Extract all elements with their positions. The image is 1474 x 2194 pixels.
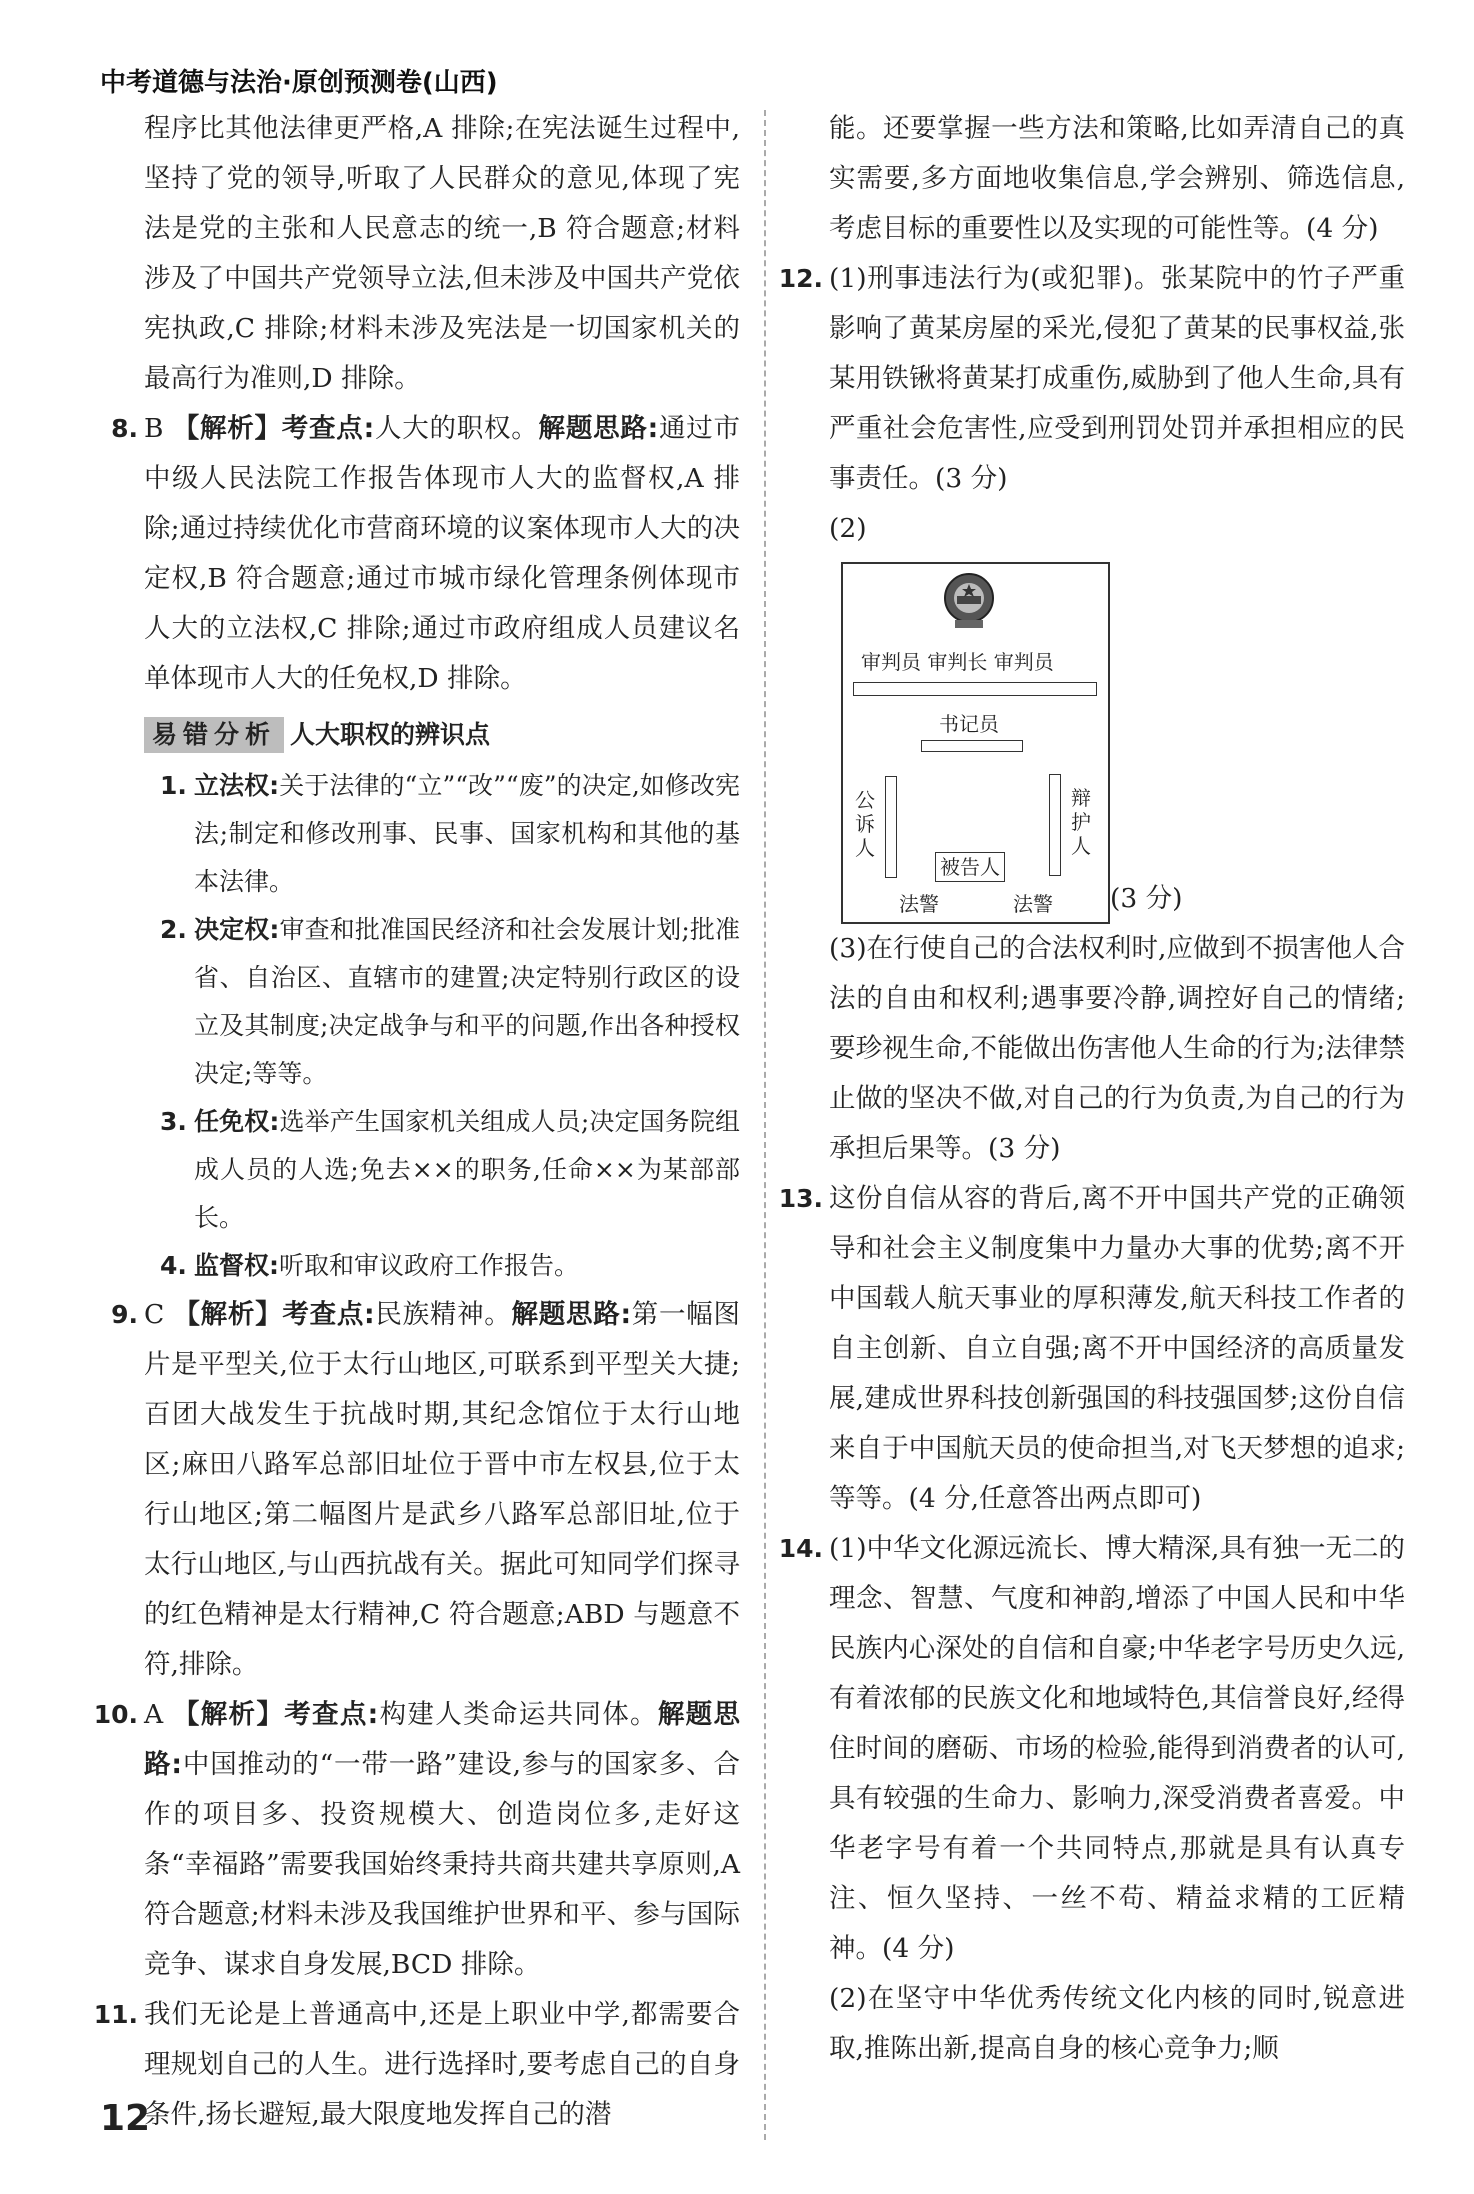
error-item: 1. 立法权:关于法律的“立”“改”“废”的决定,如修改宪法;制定和修改刑事、民事、国家机构和其他的基本法律。: [160, 771, 741, 896]
prosecutor-desk: [885, 776, 897, 878]
question-12: 12. (1)刑事违法行为(或犯罪)。张某院中的竹子严重影响了黄某房屋的采光,侵犯了黄某的民事权益,张某用铁锹将黄某打成重伤,威胁到了他人生命,具有严重社会危害性,应受到刑罚处罚并承担相应的民事责任。(3 分) (2) 审判员 审判长 审判员 书记员 公诉人 辩护人 被告人 法警 法警 (3 分) (3)在行使自己的合法权利时,应做到不损害他人合法的自由和权利;遇事要冷静,调控好自己的情绪;要珍视生命,不能做出伤害他人生命的行为;法律禁止做的坚决不做,对自己的行为负责,为自己的行为承担后果等。(3 分): [775, 254, 1405, 1174]
error-analysis-box: [144, 710, 740, 760]
question-8: 8. B 【解析】考查点:人大的职权。解题思路:通过市中级人民法院工作报告体现市人大的监督权,A 排除;通过持续优化市营商环境的议案体现市人大的决定权,B 符合题意;通过市城市绿化管理条例体现市人大的立法权,C 排除;通过市政府组成人员建议名单体现市人大的任免权,D 排除。: [90, 404, 740, 704]
q7-continuation: 程序比其他法律更严格,A 排除;在宪法诞生过程中,坚持了党的领导,听取了人民群众的意见,体现了宪法是党的主张和人民意志的统一,B 符合题意;材料涉及了中国共产党领导立法,但未涉及中国共产党依宪执政,C 排除;材料未涉及宪法是一切国家机关的最高行为准则,D 排除。: [144, 113, 740, 394]
error-analysis-title: 人大职权的辨识点: [290, 720, 491, 749]
question-number: 14.: [778, 1534, 823, 1563]
error-item: 3. 任免权:选举产生国家机关组成人员;决定国务院组成人员的人选;免去××的职务,任命××为某部部长。: [160, 1107, 740, 1232]
clerk-label: 书记员: [939, 712, 999, 736]
judges-bench: [853, 682, 1097, 696]
answer: B: [144, 413, 164, 444]
page-number: 12: [100, 2098, 151, 2139]
answer: A: [144, 1699, 164, 1730]
question-number: 8.: [111, 414, 138, 443]
question-number: 9.: [111, 1300, 138, 1329]
right-column: [775, 104, 1405, 2074]
defendant-box: 被告人: [935, 852, 1005, 882]
prosecutor-label: 公诉人: [855, 788, 875, 860]
question-10: 10. A 【解析】考查点:构建人类命运共同体。解题思路:中国推动的“一带一路”建设,参与的国家多、合作的项目多、投资规模大、创造岗位多,走好这条“幸福路”需要我国始终秉持共商共建共享原则,A 符合题意;材料未涉及我国维护世界和平、参与国际竞争、谋求自身发展,BCD 排除。: [90, 1690, 740, 1990]
judges-label: 审判员 审判长 审判员: [861, 650, 1054, 674]
error-analysis-tag: 易错分析: [144, 717, 284, 753]
error-item: 2. 决定权:审查和批准国民经济和社会发展计划;批准省、自治区、直辖市的建置;决定特别行政区的设立及其制度;决定战争与和平的问题,作出各种授权决定;等等。: [160, 915, 740, 1088]
question-number: 12.: [778, 264, 823, 293]
question-14: 14. (1)中华文化源远流长、博大精深,具有独一无二的理念、智慧、气度和神韵,增添了中国人民和中华民族内心深处的自信和自豪;中华老字号历史久远,有着浓郁的民族文化和地域特色,其信誉良好,经得住时间的磨砺、市场的检验,能得到消费者的认可,具有较强的生命力、影响力,深受消费者喜爱。中华老字号有着一个共同特点,那就是具有认真专注、恒久坚持、一丝不苟、精益求精的工匠精神。(4 分) (2)在坚守中华优秀传统文化内核的同时,锐意进取,推陈出新,提高自身的核心竞争力;顺: [775, 1524, 1405, 2074]
question-9: 9. C 【解析】考查点:民族精神。解题思路:第一幅图片是平型关,位于太行山地区,可联系到平型关大捷;百团大战发生于抗战时期,其纪念馆位于太行山地区;麻田八路军总部旧址位于晋中市左权县,位于太行山地区;第二幅图片是武乡八路军总部旧址,位于太行山地区,与山西抗战有关。据此可知同学们探寻的红色精神是太行精神,C 符合题意;ABD 与题意不符,排除。: [90, 1290, 740, 1690]
page-header: 中考道德与法治·原创预测卷(山西): [100, 68, 498, 98]
defender-label: 辩护人: [1071, 786, 1091, 858]
score: (3 分): [1110, 883, 1183, 914]
defender-desk: [1049, 774, 1061, 876]
police-label-2: 法警: [1013, 892, 1053, 916]
question-number: 11.: [93, 2000, 138, 2029]
courtroom-diagram: [841, 562, 1110, 924]
national-emblem-icon: [941, 570, 997, 632]
question-number: 13.: [778, 1184, 823, 1213]
column-divider: [764, 110, 766, 2140]
question-13: 13. 这份自信从容的背后,离不开中国共产党的正确领导和社会主义制度集中力量办大事的优势;离不开中国载人航天事业的厚积薄发,航天科技工作者的自主创新、自立自强;离不开中国经济的高质量发展,建成世界科技创新强国的科技强国梦;这份自信来自于中国航天员的使命担当,对飞天梦想的追求;等等。(4 分,任意答出两点即可): [775, 1174, 1405, 1524]
answer: C: [144, 1299, 165, 1330]
question-number: 10.: [93, 1700, 138, 1729]
police-label-1: 法警: [899, 892, 939, 916]
error-item: 4. 监督权:听取和审议政府工作报告。: [160, 1251, 580, 1280]
q11-continuation: 能。还要掌握一些方法和策略,比如弄清自己的真实需要,多方面地收集信息,学会辨别、筛选信息,考虑目标的重要性以及实现的可能性等。(4 分): [829, 113, 1405, 244]
clerk-desk: [921, 740, 1023, 752]
left-column: [90, 104, 740, 2140]
question-11: 11. 我们无论是上普通高中,还是上职业中学,都需要合理规划自己的人生。进行选择时,要考虑自己的自身条件,扬长避短,最大限度地发挥自己的潜: [90, 1990, 740, 2140]
